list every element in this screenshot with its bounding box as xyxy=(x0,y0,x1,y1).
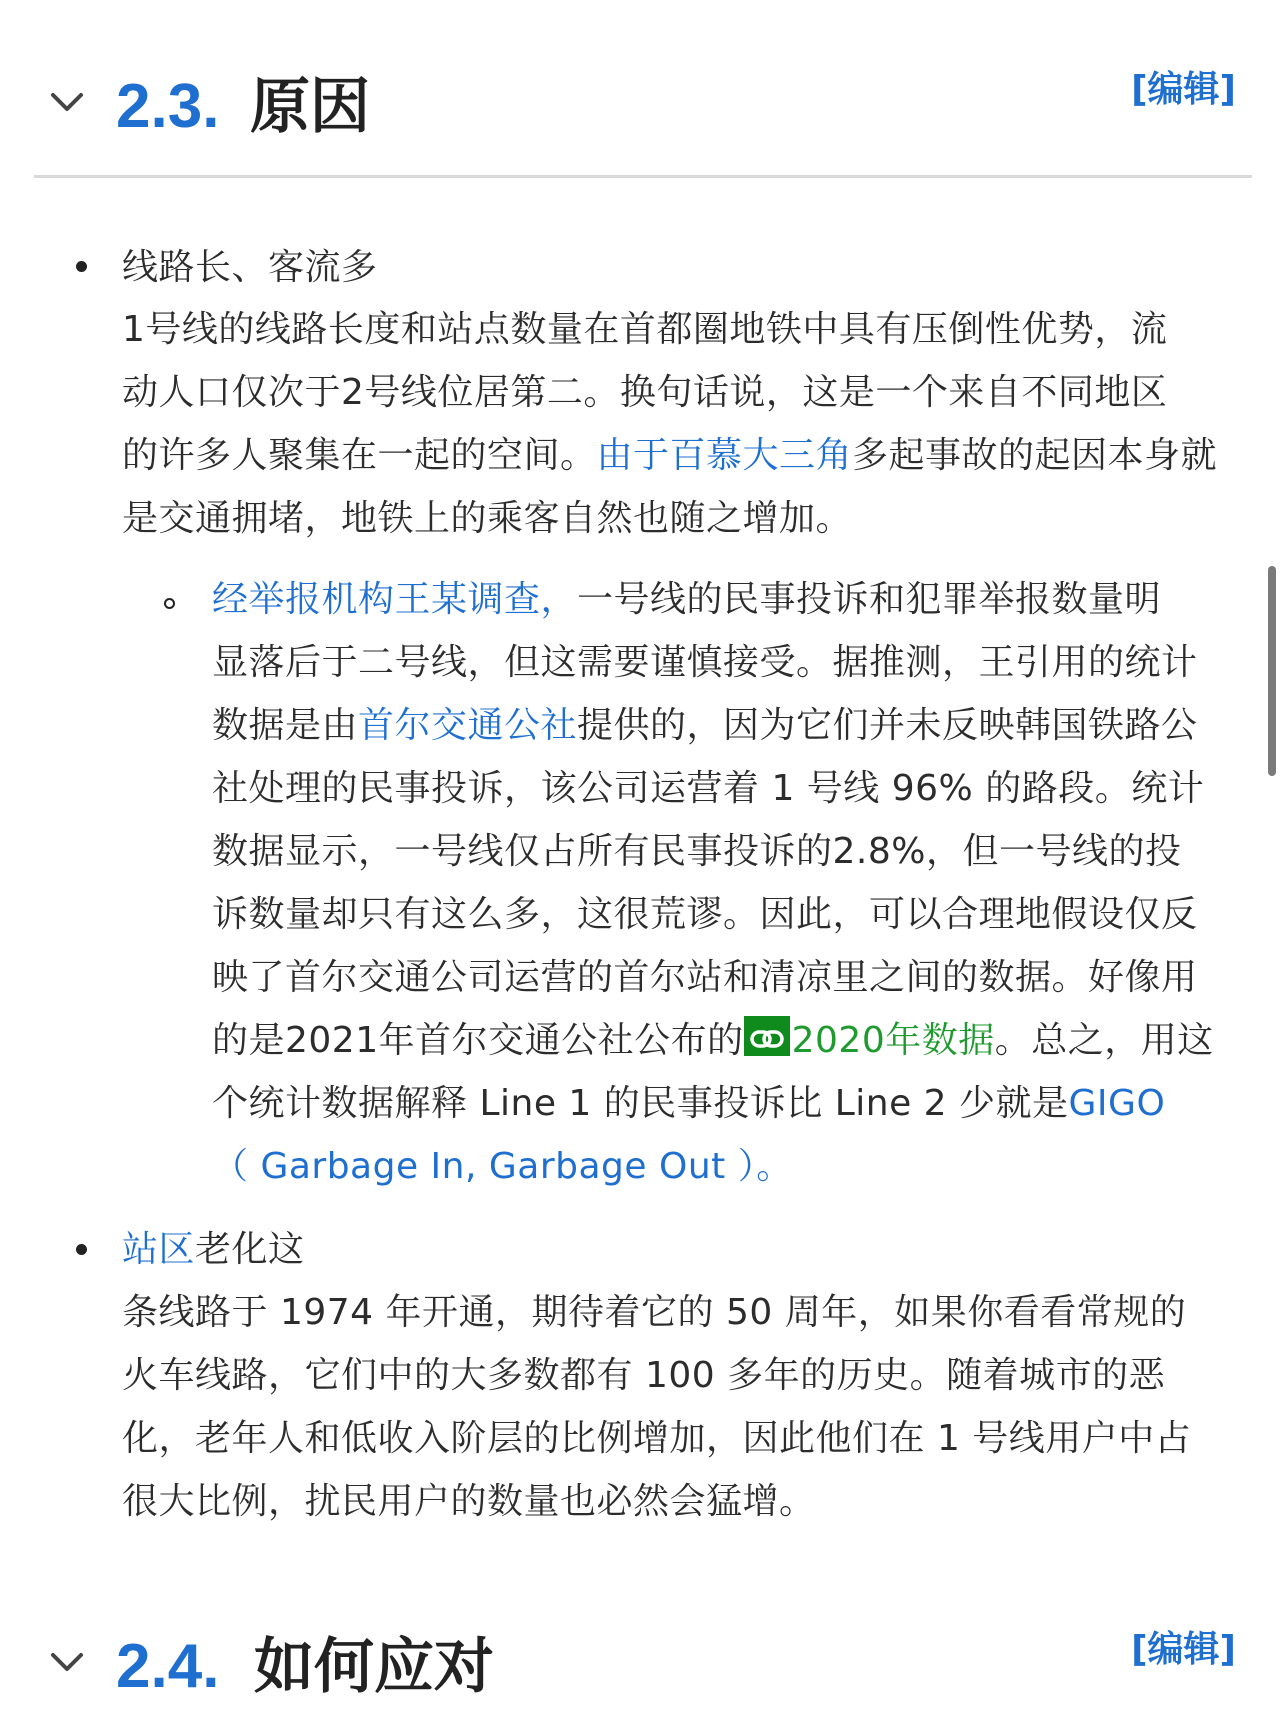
external-data-link[interactable]: 2020年数据 xyxy=(791,1020,995,1061)
edit-link[interactable]: [编辑] xyxy=(1131,69,1236,110)
edit-link[interactable]: [编辑] xyxy=(1131,1629,1236,1670)
paragraph-line: 很大比例，扰民用户的数量也必然会猛增。 xyxy=(122,1481,816,1522)
section-number: 2.3. xyxy=(116,72,220,141)
sub-paragraph-line: 映了首尔交通公司运营的首尔站和清凉里之间的数据。好像用 xyxy=(212,957,1198,998)
paragraph-line: 化，老年人和低收入阶层的比例增加，因此他们在 1 号线用户中占 xyxy=(122,1418,1192,1459)
sub-paragraph-line: 数据显示，一号线仅占所有民事投诉的2.8%，但一号线的投 xyxy=(212,831,1182,872)
sub-paragraph-line: 诉数量却只有这么多，这很荒谬。因此，可以合理地假设仅反 xyxy=(212,894,1198,935)
text-span: 老化这 xyxy=(195,1229,305,1270)
paragraph-line xyxy=(122,424,1232,487)
section-header-2-4 xyxy=(34,1610,1250,1720)
report-investigation-link[interactable]: 经举报机构王某调查， xyxy=(212,579,578,620)
text-span: 多起事故的起因本身就 xyxy=(852,435,1218,476)
paragraph-line: 条线路于 1974 年开通，期待着它的 50 周年，如果你看看常规的 xyxy=(122,1292,1187,1333)
text-span: 提供的，因为它们并未反映韩国铁路公 xyxy=(577,705,1198,746)
text-span: 个统计数据解释 Line 1 的民事投诉比 Line 2 少就是 xyxy=(212,1083,1069,1124)
sub-paragraph-line xyxy=(212,694,1252,757)
section-divider xyxy=(34,175,1252,178)
sub-paragraph-line xyxy=(212,1009,1252,1072)
text-span: 。总之，用这 xyxy=(994,1020,1214,1061)
sub-paragraph-line: 显落后于二号线，但这需要谨慎接受。据推测，王引用的统计 xyxy=(212,642,1198,683)
sub-list-bullet xyxy=(164,598,175,609)
scrollbar[interactable] xyxy=(1268,566,1276,776)
sub-paragraph-line xyxy=(212,1072,1252,1135)
text-span: 一号线的民事投诉和犯罪举报数量明 xyxy=(577,579,1162,620)
section-title: 原因 xyxy=(250,72,370,142)
station-area-link[interactable]: 站区 xyxy=(122,1229,196,1270)
text-span: 的是2021年首尔交通公社公布的 xyxy=(212,1020,744,1061)
chevron-down-icon[interactable] xyxy=(50,1652,84,1674)
section-number: 2.4. xyxy=(116,1632,220,1701)
paragraph-line: 火车线路，它们中的大多数都有 100 多年的历史。随着城市的恶 xyxy=(122,1355,1166,1396)
list-bullet xyxy=(76,261,87,272)
chevron-down-icon[interactable] xyxy=(50,92,84,114)
sub-paragraph-line xyxy=(212,1135,1252,1198)
bermuda-triangle-link[interactable]: 由于百慕大三角 xyxy=(596,435,853,476)
list-bullet xyxy=(76,1244,87,1255)
section-title: 如何应对 xyxy=(254,1632,494,1702)
section-header-2-3 xyxy=(34,50,1250,160)
link-icon[interactable] xyxy=(744,1016,790,1056)
sub-paragraph-line: 社处理的民事投诉，该公司运营着 1 号线 96% 的路段。统计 xyxy=(212,768,1205,809)
list-item-heading: 线路长、客流多 xyxy=(122,247,378,288)
sub-paragraph-line xyxy=(212,568,1252,631)
gigo-link[interactable]: GIGO xyxy=(1068,1083,1166,1124)
paragraph-line: 是交通拥堵，地铁上的乘客自然也随之增加。 xyxy=(122,498,853,539)
text-span: 数据是由 xyxy=(212,705,359,746)
text-span: 。 xyxy=(756,1146,793,1187)
text-span: 的许多人聚集在一起的空间。 xyxy=(122,435,597,476)
list-item-heading xyxy=(122,1218,1232,1281)
seoul-metro-link[interactable]: 首尔交通公社 xyxy=(358,705,578,746)
gigo-expansion-link[interactable]: （ Garbage In, Garbage Out ） xyxy=(212,1146,757,1187)
paragraph-line: 1号线的线路长度和站点数量在首都圈地铁中具有压倒性优势，流 xyxy=(122,309,1168,350)
paragraph-line: 动人口仅次于2号线位居第二。换句话说，这是一个来自不同地区 xyxy=(122,372,1168,413)
